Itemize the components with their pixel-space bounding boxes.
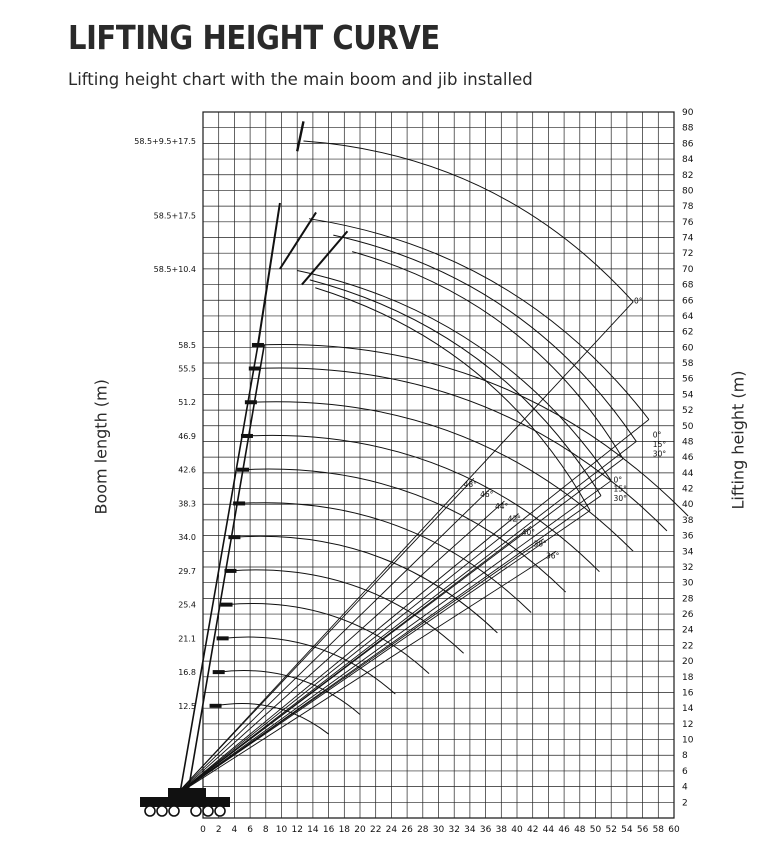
x-tick-label: 18	[338, 825, 351, 835]
y-tick-label: 84	[682, 155, 694, 166]
boom-length-label: 46.9	[178, 431, 196, 441]
x-tick-label: 32	[448, 825, 460, 835]
y-tick-label: 36	[682, 531, 694, 542]
main-boom-curve	[234, 536, 497, 633]
x-tick-label: 36	[479, 825, 492, 835]
angle-annotation: 38°	[533, 539, 547, 549]
boom-length-label: 34.0	[178, 533, 196, 543]
jib-curve	[315, 288, 590, 511]
boom-section-joint	[233, 501, 245, 505]
x-tick-label: 8	[262, 825, 269, 835]
angle-annotation: 0°	[652, 430, 662, 440]
boom-section-joint	[217, 636, 229, 640]
y-tick-label: 24	[682, 625, 694, 636]
y-tick-label: 4	[682, 782, 688, 793]
y-tick-label: 82	[682, 170, 694, 181]
y-tick-label: 66	[682, 296, 694, 307]
x-tick-label: 24	[385, 825, 398, 835]
y-tick-label: 34	[682, 547, 694, 558]
x-tick-label: 50	[589, 825, 602, 835]
crane-carrier	[140, 797, 230, 807]
y-tick-label: 40	[682, 500, 694, 511]
jib-lattice	[297, 121, 303, 151]
boom-length-label: 16.8	[178, 668, 196, 678]
crane-wheel	[145, 806, 155, 816]
x-tick-label: 52	[605, 825, 617, 835]
boom-angle-line	[175, 514, 519, 796]
boom-section-joint	[224, 569, 236, 573]
crane-wheel	[215, 806, 225, 816]
angle-annotation: 30°	[652, 449, 667, 459]
y-tick-label: 62	[682, 327, 694, 338]
boom-section-joint	[213, 670, 225, 674]
crane-wheel	[169, 806, 179, 816]
y-tick-label: 52	[682, 406, 694, 417]
x-tick-label: 20	[354, 825, 366, 835]
y-tick-label: 22	[682, 641, 694, 652]
y-tick-label: 88	[682, 123, 694, 134]
crane-wheel	[191, 806, 201, 816]
boom-angle-line	[175, 551, 557, 796]
boom-length-label: 42.6	[178, 465, 196, 475]
y-tick-label: 2	[682, 798, 688, 809]
boom-section-joint	[210, 704, 222, 708]
x-tick-label: 54	[621, 825, 633, 835]
angle-annotation: 15°	[652, 439, 667, 449]
boom-length-label: 51.2	[178, 398, 196, 408]
x-tick-label: 6	[247, 825, 253, 835]
boom-section-joint	[245, 400, 257, 404]
y-tick-label: 46	[682, 453, 694, 464]
y-tick-label: 74	[682, 233, 694, 244]
crane-cab	[168, 788, 206, 798]
main-boom-curve	[251, 402, 633, 552]
jib-curve	[352, 252, 623, 459]
angle-annotation: 42°	[507, 514, 521, 524]
x-tick-label: 48	[574, 825, 586, 835]
y-tick-label: 60	[682, 343, 694, 354]
boom-section-joint	[249, 367, 261, 371]
jib-lattice	[258, 203, 280, 345]
angle-annotation: 15°	[613, 484, 627, 494]
page-title: LIFTING HEIGHT CURVE	[68, 18, 440, 57]
x-tick-label: 28	[417, 825, 429, 835]
y-tick-label: 56	[682, 374, 694, 385]
y-tick-label: 48	[682, 437, 694, 448]
jib-lattice	[280, 212, 316, 268]
y-tick-label: 64	[682, 311, 694, 322]
boom-length-label: 55.5	[178, 364, 196, 374]
left-axis-label: Boom length (m)	[91, 379, 111, 515]
x-tick-label: 40	[511, 825, 523, 835]
boom-section-joint	[228, 535, 240, 539]
y-tick-label: 28	[682, 594, 694, 605]
y-tick-label: 90	[682, 108, 694, 118]
y-tick-label: 6	[682, 766, 688, 777]
x-tick-label: 26	[401, 825, 413, 835]
boom-length-label: 58.5+17.5	[153, 211, 196, 221]
boom-length-label: 25.4	[178, 600, 196, 610]
x-tick-label: 12	[291, 825, 303, 835]
y-tick-label: 78	[682, 202, 694, 213]
y-tick-label: 30	[682, 578, 694, 589]
right-axis-label: Lifting height (m)	[728, 370, 748, 510]
y-tick-label: 44	[682, 468, 694, 479]
y-tick-label: 80	[682, 186, 694, 197]
y-tick-label: 42	[682, 484, 694, 495]
boom-length-label: 38.3	[178, 499, 196, 509]
angle-annotation: 48°	[463, 479, 477, 489]
angle-annotation: 0°	[613, 475, 623, 485]
x-tick-label: 10	[275, 825, 288, 835]
angle-annotation: 36°	[546, 551, 560, 561]
x-tick-label: 34	[464, 825, 476, 835]
y-tick-label: 58	[682, 359, 694, 370]
x-tick-label: 4	[231, 825, 238, 835]
y-tick-label: 68	[682, 280, 694, 291]
y-tick-label: 20	[682, 657, 694, 668]
boom-length-label: 58.5	[178, 340, 196, 350]
boom-length-label: 58.5+9.5+17.5	[134, 137, 196, 147]
x-tick-label: 22	[369, 825, 382, 835]
jib-curve	[303, 141, 633, 302]
y-tick-label: 10	[682, 735, 694, 746]
y-tick-label: 72	[682, 249, 694, 260]
y-tick-label: 16	[682, 688, 694, 699]
x-tick-label: 46	[558, 825, 570, 835]
angle-annotation: 46°	[480, 490, 494, 500]
angle-annotation: 0°	[633, 296, 643, 306]
angle-annotation: 44°	[495, 501, 509, 511]
y-tick-label: 70	[682, 264, 694, 275]
jib-angle-line	[175, 481, 611, 796]
x-tick-label: 38	[495, 825, 508, 835]
y-tick-label: 50	[682, 421, 694, 432]
jib-curve	[310, 280, 601, 496]
angle-annotation: 40°	[521, 527, 536, 537]
y-tick-label: 26	[682, 610, 694, 621]
page-subtitle: Lifting height chart with the main boom and jib installed	[68, 70, 533, 89]
x-tick-label: 30	[432, 825, 445, 835]
boom-section-joint	[237, 468, 249, 472]
y-tick-label: 32	[682, 562, 694, 573]
boom-length-label: 29.7	[178, 566, 196, 576]
boom-section-joint	[241, 434, 253, 438]
y-tick-label: 12	[682, 719, 694, 730]
angle-annotation: 30°	[613, 494, 627, 504]
boom-length-label: 21.1	[178, 634, 196, 644]
y-tick-label: 14	[682, 704, 694, 715]
x-tick-label: 58	[652, 825, 665, 835]
crane-wheel	[157, 806, 167, 816]
x-tick-label: 14	[307, 825, 319, 835]
x-tick-label: 60	[668, 825, 680, 835]
y-tick-label: 18	[682, 672, 694, 683]
y-tick-label: 8	[682, 751, 688, 762]
y-tick-label: 76	[682, 217, 694, 228]
x-tick-label: 44	[542, 825, 555, 835]
y-tick-label: 38	[682, 515, 694, 526]
x-tick-label: 56	[636, 825, 649, 835]
jib-angle-line	[175, 510, 590, 796]
y-tick-label: 86	[682, 139, 694, 150]
jib-angle-line	[175, 459, 623, 796]
x-tick-label: 0	[200, 825, 206, 835]
crane-wheel	[203, 806, 213, 816]
boom-section-joint	[221, 603, 233, 607]
y-tick-label: 54	[682, 390, 694, 401]
boom-length-label: 12.5	[178, 701, 196, 711]
x-tick-label: 42	[526, 825, 539, 835]
x-tick-label: 16	[322, 825, 335, 835]
boom-length-label: 58.5+10.4	[153, 264, 196, 274]
x-tick-label: 2	[215, 825, 222, 835]
